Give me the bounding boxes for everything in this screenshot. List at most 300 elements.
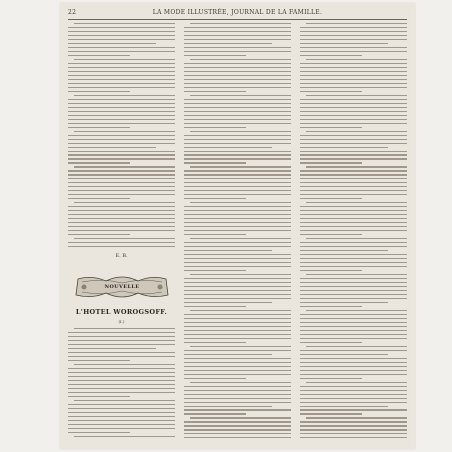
text-line (300, 294, 407, 295)
text-line (300, 210, 407, 211)
journal-title: LA MODE ILLUSTRÉE, JOURNAL DE LA FAMILLE. (152, 9, 323, 16)
text-line (68, 27, 175, 28)
text-line (68, 71, 175, 72)
text-line (184, 262, 291, 263)
text-line (300, 262, 407, 263)
text-line (300, 139, 407, 140)
text-line (300, 147, 388, 148)
text-line (300, 186, 407, 187)
text-line (300, 182, 407, 183)
text-line (300, 119, 407, 120)
text-line (184, 286, 291, 287)
text-line (300, 270, 362, 271)
text-line (300, 318, 407, 319)
text-line (300, 162, 362, 163)
text-line (184, 63, 291, 64)
text-line (184, 290, 291, 291)
text-line (68, 151, 175, 152)
text-line (184, 406, 272, 407)
text-line (68, 186, 175, 187)
text-line (68, 154, 175, 155)
text-line (184, 162, 246, 163)
text-line (306, 131, 407, 132)
column-3-body-text (300, 23, 407, 441)
text-line (68, 214, 175, 215)
text-line (184, 143, 291, 144)
text-line (68, 392, 175, 393)
text-line (300, 354, 388, 355)
text-line (184, 55, 246, 56)
text-line (190, 59, 291, 60)
text-line (184, 429, 291, 430)
text-line (184, 222, 291, 223)
text-line (300, 218, 407, 219)
text-line (300, 290, 407, 291)
text-line (68, 115, 175, 116)
text-line (68, 87, 175, 88)
text-line (68, 356, 175, 357)
text-line (68, 432, 130, 433)
text-line (184, 31, 291, 32)
nouvelle-banner (72, 273, 172, 301)
text-line (184, 342, 246, 343)
text-line (68, 79, 175, 80)
text-line (300, 433, 407, 434)
text-line (68, 376, 175, 377)
text-line (68, 127, 130, 128)
text-line (300, 409, 407, 410)
text-line (68, 210, 175, 211)
article-signature: E. B. (115, 253, 128, 259)
text-line (184, 182, 291, 183)
text-line (184, 338, 291, 339)
text-line (300, 67, 407, 68)
text-line (68, 226, 175, 227)
text-line (68, 408, 175, 409)
text-line (68, 158, 175, 159)
text-line (300, 71, 407, 72)
text-line (68, 99, 175, 100)
text-line (184, 425, 291, 426)
text-line (68, 348, 156, 349)
text-line (184, 266, 291, 267)
text-line (300, 437, 407, 438)
text-line (300, 370, 407, 371)
text-line (300, 302, 388, 303)
text-line (184, 206, 291, 207)
text-line (184, 151, 291, 152)
text-line (306, 274, 407, 275)
text-line (300, 226, 407, 227)
text-line (300, 306, 362, 307)
text-line (184, 51, 291, 52)
text-line (300, 282, 407, 283)
text-line (306, 23, 407, 24)
text-line (184, 350, 291, 351)
text-line (300, 258, 407, 259)
text-line (184, 115, 291, 116)
text-line (184, 366, 291, 367)
text-line (300, 362, 407, 363)
text-line (68, 416, 175, 417)
text-line (300, 35, 407, 36)
text-line (190, 23, 291, 24)
text-line (68, 234, 130, 235)
text-line (68, 182, 175, 183)
text-line (184, 214, 291, 215)
text-line (184, 218, 291, 219)
text-line (68, 103, 175, 104)
text-line (300, 75, 407, 76)
text-line (184, 158, 291, 159)
text-line (68, 139, 175, 140)
text-line (68, 111, 175, 112)
text-line (184, 246, 291, 247)
text-line (190, 238, 291, 239)
text-line (184, 413, 246, 414)
text-line (68, 190, 175, 191)
text-line (300, 214, 407, 215)
text-line (184, 302, 272, 303)
text-line (300, 394, 407, 395)
text-line (68, 67, 175, 68)
text-line (68, 143, 175, 144)
text-column-1 (68, 23, 175, 441)
text-line (300, 322, 407, 323)
text-line (74, 95, 175, 96)
text-line (184, 99, 291, 100)
text-line (300, 242, 407, 243)
text-line (300, 87, 407, 88)
text-line (300, 338, 407, 339)
text-line (306, 346, 407, 347)
text-line (184, 242, 291, 243)
text-line (74, 166, 175, 167)
text-line (300, 230, 407, 231)
text-line (68, 198, 130, 199)
text-line (184, 27, 291, 28)
text-line (190, 382, 291, 383)
text-line (68, 147, 156, 148)
text-line (184, 39, 291, 40)
text-line (184, 374, 291, 375)
text-line (300, 135, 407, 136)
text-line (300, 39, 407, 40)
text-line (184, 147, 272, 148)
text-column-3 (300, 23, 407, 441)
text-line (184, 294, 291, 295)
text-line (190, 166, 291, 167)
text-line (184, 87, 291, 88)
text-line (68, 380, 175, 381)
text-line (300, 298, 407, 299)
text-line (300, 127, 362, 128)
text-line (74, 436, 175, 437)
text-line (300, 206, 407, 207)
text-line (300, 334, 407, 335)
text-line (184, 119, 291, 120)
text-line (68, 246, 175, 247)
text-line (300, 27, 407, 28)
text-line (184, 75, 291, 76)
text-line (300, 366, 407, 367)
text-line (190, 274, 291, 275)
text-line (300, 190, 407, 191)
text-line (190, 310, 291, 311)
text-line (68, 424, 175, 425)
text-line (300, 151, 407, 152)
text-line (184, 270, 246, 271)
text-line (184, 390, 291, 391)
text-line (300, 111, 407, 112)
text-line (184, 250, 272, 251)
text-line (74, 23, 175, 24)
text-line (300, 99, 407, 100)
text-line (74, 364, 175, 365)
text-line (68, 75, 175, 76)
text-line (184, 170, 291, 171)
text-line (184, 437, 291, 438)
text-line (68, 206, 175, 207)
text-line (184, 322, 291, 323)
text-line (68, 372, 175, 373)
text-line (68, 428, 175, 429)
text-line (68, 119, 175, 120)
text-line (184, 178, 291, 179)
text-line (184, 186, 291, 187)
text-line (300, 429, 407, 430)
text-line (300, 158, 407, 159)
text-line (300, 266, 407, 267)
text-line (184, 127, 246, 128)
text-line (68, 123, 175, 124)
text-line (68, 368, 175, 369)
text-line (300, 326, 407, 327)
text-line (300, 254, 407, 255)
text-line (184, 194, 291, 195)
text-line (68, 412, 175, 413)
text-line (184, 398, 291, 399)
text-line (184, 107, 291, 108)
text-line (74, 238, 175, 239)
text-line (300, 194, 407, 195)
text-line (300, 358, 407, 359)
text-line (184, 91, 246, 92)
text-line (68, 178, 175, 179)
text-line (184, 198, 246, 199)
text-line (300, 154, 407, 155)
text-line (300, 123, 407, 124)
text-line (184, 354, 272, 355)
text-line (184, 83, 291, 84)
text-line (184, 71, 291, 72)
text-line (68, 388, 175, 389)
text-line (300, 425, 407, 426)
text-line (300, 246, 407, 247)
text-line (184, 378, 246, 379)
text-line (184, 234, 246, 235)
text-line (184, 433, 291, 434)
text-line (184, 254, 291, 255)
text-line (300, 178, 407, 179)
text-line (300, 314, 407, 315)
text-line (184, 282, 291, 283)
text-line (68, 174, 175, 175)
text-line (300, 174, 407, 175)
text-line (68, 107, 175, 108)
text-line (68, 83, 175, 84)
column-1-story-text (68, 328, 175, 440)
text-line (190, 131, 291, 132)
text-line (184, 135, 291, 136)
text-line (300, 286, 407, 287)
text-line (300, 31, 407, 32)
text-line (68, 396, 130, 397)
text-line (184, 103, 291, 104)
text-line (68, 230, 175, 231)
text-line (184, 230, 291, 231)
text-line (184, 67, 291, 68)
text-line (68, 135, 175, 136)
text-line (300, 374, 407, 375)
text-line (300, 398, 407, 399)
text-line (184, 47, 291, 48)
text-line (184, 210, 291, 211)
text-line (68, 384, 175, 385)
text-line (300, 103, 407, 104)
text-line (74, 400, 175, 401)
text-column-2 (184, 23, 291, 441)
text-line (184, 123, 291, 124)
text-line (68, 352, 175, 353)
text-line (300, 330, 407, 331)
text-line (68, 360, 130, 361)
text-line (184, 278, 291, 279)
page-header (68, 9, 407, 18)
text-line (68, 218, 175, 219)
story-subtitle: (I.) (118, 319, 125, 324)
text-line (300, 222, 407, 223)
text-line (300, 55, 362, 56)
banner-label: NOUVELLE (104, 284, 140, 290)
text-line (184, 334, 291, 335)
text-line (68, 39, 175, 40)
text-line (184, 330, 291, 331)
text-line (300, 342, 362, 343)
text-line (68, 63, 175, 64)
text-line (184, 43, 272, 44)
text-line (68, 194, 175, 195)
text-line (300, 83, 407, 84)
text-line (68, 91, 130, 92)
text-line (184, 326, 291, 327)
text-line (300, 278, 407, 279)
text-line (74, 202, 175, 203)
text-line (306, 166, 407, 167)
text-line (190, 202, 291, 203)
text-line (300, 107, 407, 108)
text-line (184, 386, 291, 387)
text-line (68, 340, 175, 341)
newspaper-page (60, 3, 415, 449)
text-line (68, 242, 175, 243)
text-line (184, 306, 246, 307)
text-line (300, 170, 407, 171)
text-line (68, 332, 175, 333)
text-line (184, 174, 291, 175)
text-line (300, 51, 407, 52)
text-line (184, 226, 291, 227)
text-line (184, 409, 291, 410)
text-line (190, 95, 291, 96)
text-line (74, 59, 175, 60)
text-line (184, 358, 291, 359)
text-line (306, 95, 407, 96)
text-line (306, 310, 407, 311)
text-line (68, 336, 175, 337)
text-line (306, 59, 407, 60)
text-line (184, 190, 291, 191)
text-line (68, 404, 175, 405)
text-line (300, 413, 362, 414)
text-line (300, 406, 388, 407)
text-line (68, 51, 175, 52)
text-line (68, 344, 175, 345)
text-line (300, 350, 407, 351)
text-line (68, 35, 175, 36)
text-line (300, 47, 407, 48)
text-line (300, 250, 388, 251)
text-line (300, 378, 362, 379)
text-line (190, 417, 291, 418)
column-1-body-text (68, 23, 175, 250)
text-line (74, 328, 175, 329)
text-line (68, 31, 175, 32)
text-line (300, 91, 362, 92)
text-line (306, 417, 407, 418)
text-line (184, 370, 291, 371)
text-line (68, 170, 175, 171)
text-line (184, 362, 291, 363)
text-line (68, 222, 175, 223)
text-line (300, 390, 407, 391)
header-rule (68, 19, 407, 20)
text-line (184, 314, 291, 315)
text-line (68, 420, 175, 421)
text-line (184, 318, 291, 319)
text-line (184, 35, 291, 36)
text-line (300, 63, 407, 64)
text-line (68, 162, 130, 163)
text-line (74, 131, 175, 132)
text-line (184, 258, 291, 259)
text-line (300, 143, 407, 144)
text-line (184, 298, 291, 299)
text-line (184, 402, 291, 403)
text-line (300, 43, 388, 44)
text-line (184, 79, 291, 80)
page-number: 22 (68, 9, 77, 16)
text-line (306, 238, 407, 239)
text-line (68, 43, 156, 44)
text-line (300, 234, 362, 235)
text-line (68, 55, 130, 56)
text-line (300, 115, 407, 116)
text-line (184, 421, 291, 422)
text-line (184, 139, 291, 140)
column-2-body-text (184, 23, 291, 441)
text-line (300, 402, 407, 403)
